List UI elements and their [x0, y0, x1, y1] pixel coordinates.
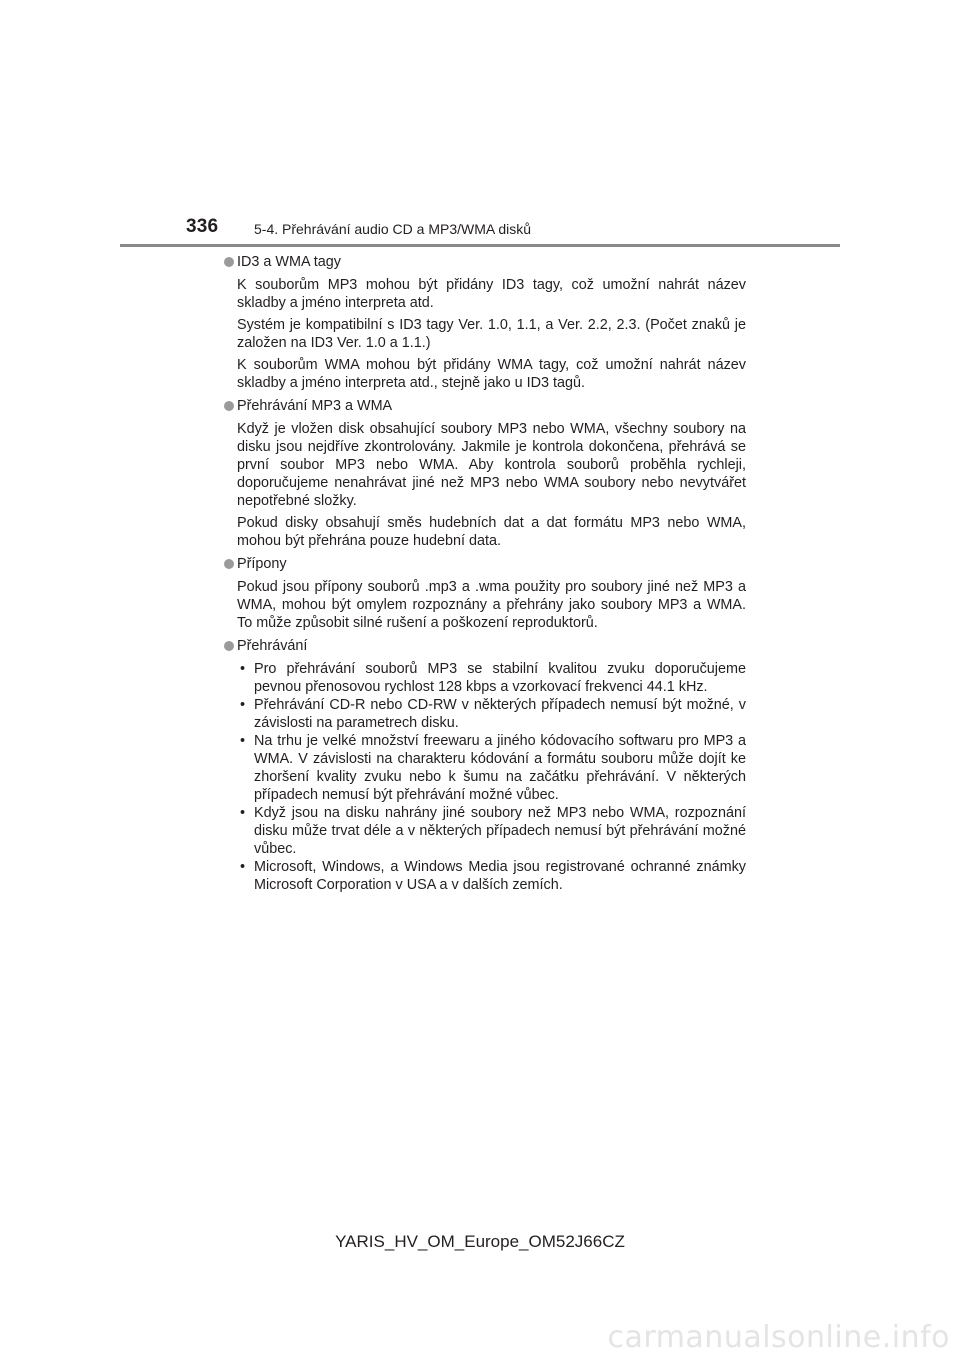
section-heading-text: Přehrávání: [237, 638, 308, 654]
list-item-text: Když jsou na disku nahrány jiné soubory než MP3 nebo WMA, rozpoznání disku může trvat déle a v některých případech nemusí být přehrávání možné vůbec.: [254, 805, 746, 857]
bullet-dot-icon: •: [240, 661, 246, 677]
main-content: [224, 253, 746, 899]
list-item: [237, 804, 746, 858]
list-item: [237, 858, 746, 894]
section-heading: [224, 253, 746, 271]
section-mp3-wma-playback: [224, 397, 746, 550]
paragraph: Pokud jsou přípony souborů .mp3 a .wma použity pro soubory jiné než MP3 a WMA, mohou být omylem rozpoznány a přehrány jako soubory MP3 a WMA. To může způsobit silné rušení a poškození reproduktorů.: [237, 579, 746, 631]
section-heading: [224, 397, 746, 415]
list-item-text: Microsoft, Windows, a Windows Media jsou registrované ochranné známky Microsoft Corporation v USA a v dalších zemích.: [254, 859, 746, 893]
section-heading: [224, 637, 746, 655]
list-item: [237, 696, 746, 732]
section-heading-text: Přípony: [237, 556, 287, 572]
paragraph: Systém je kompatibilní s ID3 tagy Ver. 1.0, 1.1, a Ver. 2.2, 2.3. (Počet znaků je založen na ID3 Ver. 1.0 a 1.1.): [237, 317, 746, 351]
list-item: [237, 732, 746, 804]
bullet-dot-icon: •: [240, 697, 246, 713]
bullet-circle-icon: [224, 401, 234, 411]
footer-document-code: YARIS_HV_OM_Europe_OM52J66CZ: [335, 1232, 625, 1251]
section-heading: [224, 555, 746, 573]
list-item-text: Na trhu je velké množství freewaru a jiného kódovacího softwaru pro MP3 a WMA. V závislosti na charakteru kódování a formátu souboru může dojít ke zhoršení kvality zvuku nebo k šumu na začátku přehrávání. V některých případech nemusí být přehrávání možné vůbec.: [254, 733, 746, 803]
bullet-circle-icon: [224, 257, 234, 267]
list-item-text: Přehrávání CD-R nebo CD-RW v některých případech nemusí být možné, v závislosti na parametrech disku.: [254, 697, 746, 731]
section-id3-wma-tags: [224, 253, 746, 392]
page-number: 336: [186, 216, 219, 237]
list-item: [237, 660, 746, 696]
bullet-list: [237, 660, 746, 894]
bullet-circle-icon: [224, 641, 234, 651]
paragraph: Pokud disky obsahují směs hudebních dat a dat formátu MP3 nebo WMA, mohou být přehrána pouze hudební data.: [237, 515, 746, 549]
section-heading-text: Přehrávání MP3 a WMA: [237, 398, 393, 414]
header-rule: [120, 244, 840, 247]
list-item-text: Pro přehrávání souborů MP3 se stabilní kvalitou zvuku doporučujeme pevnou přenosovou rychlost 128 kbps a vzorkovací frekvenci 44.1 kHz.: [254, 661, 746, 695]
paragraph: K souborům MP3 mohou být přidány ID3 tagy, což umožní nahrát název skladby a jméno interpreta atd.: [237, 277, 746, 311]
bullet-dot-icon: •: [240, 859, 246, 875]
paragraph: K souborům WMA mohou být přidány WMA tagy, což umožní nahrát název skladby a jméno interpreta atd., stejně jako u ID3 tagů.: [237, 357, 746, 391]
paragraph: Když je vložen disk obsahující soubory MP3 nebo WMA, všechny soubory na disku jsou nejdříve zkontrolovány. Jakmile je kontrola dokončena, přehrává se první soubor MP3 nebo WMA. Aby kontrola souborů proběhla rychleji, doporučujeme nenahrávat jiné než MP3 nebo WMA soubory nebo nevytvářet nepotřebné složky.: [237, 421, 746, 509]
section-extensions: [224, 555, 746, 632]
bullet-circle-icon: [224, 559, 234, 569]
section-heading-text: ID3 a WMA tagy: [237, 254, 341, 270]
section-title: 5-4. Přehrávání audio CD a MP3/WMA disků: [254, 221, 532, 237]
bullet-dot-icon: •: [240, 733, 246, 749]
watermark: carmanualsonline.info: [607, 1320, 950, 1355]
section-playback: [224, 637, 746, 894]
bullet-dot-icon: •: [240, 805, 246, 821]
